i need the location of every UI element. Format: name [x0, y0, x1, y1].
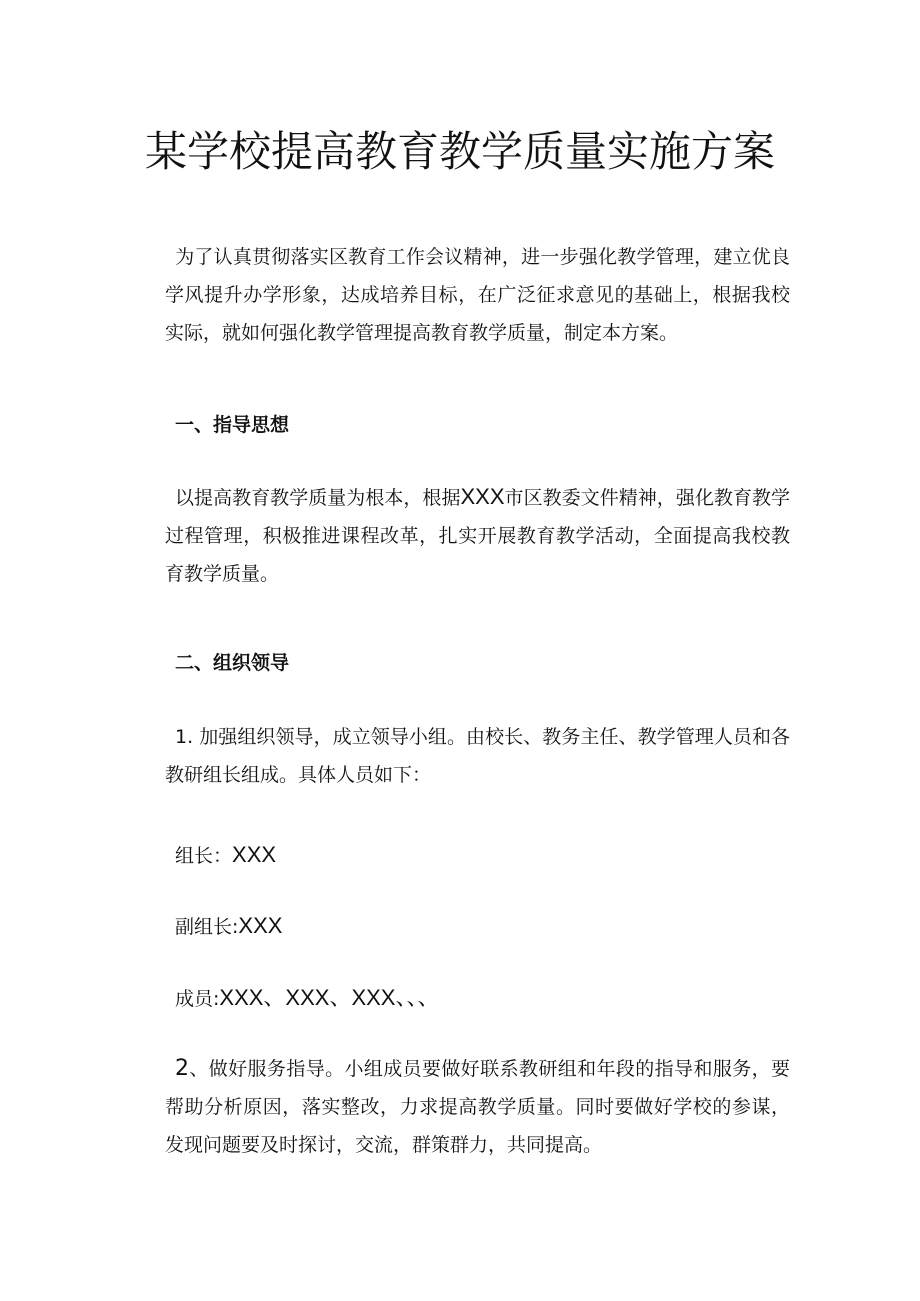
deputy-label: 副组长: — [175, 916, 239, 938]
intro-paragraph — [165, 238, 790, 352]
section2-item1-text: 1. 加强组织领导，成立领导小组。由校长、教务主任、教学管理人员和各教研组长组成。具体人员如下： — [165, 726, 790, 786]
members-value: XXX、XXX、XXX、、、 — [219, 985, 440, 1010]
section1-text-post: 市区教委文件精神，强化教育教学过程管理，积极推进课程改革，扎实开展教育教学活动，全面提高我校教育教学质量。 — [165, 487, 790, 585]
section2-item2-text: 、做好服务指导。小组成员要做好联系教研组和年段的指导和服务，要帮助分析原因，落实整改，力求提高教学质量。同时要做好学校的参谋，发现问题要及时探讨，交流，群策群力，共同提高。 — [165, 1058, 790, 1156]
deputy-leader-line — [175, 911, 282, 942]
section2-item1-paragraph — [165, 718, 790, 794]
leader-value: XXX — [232, 842, 277, 867]
leader-line — [175, 840, 276, 871]
section1-text-pre: 以提高教育教学质量为根本，根据 — [175, 487, 461, 509]
section2-item2-paragraph — [165, 1050, 790, 1164]
section1-text-xxx: XXX — [460, 484, 505, 509]
section2-item2-number: 2 — [175, 1056, 189, 1081]
document-title: 某学校提高教育教学质量实施方案 — [144, 127, 775, 176]
section1-paragraph — [165, 478, 790, 593]
intro-text: 为了认真贯彻落实区教育工作会议精神，进一步强化教学管理，建立优良学风提升办学形象，达成培养目标，在广泛征求意见的基础上，根据我校实际，就如何强化教学管理提高教育教学质量，制定本方案。 — [165, 246, 790, 344]
section-heading-guiding-ideology: 一、指导思想 — [175, 414, 290, 436]
members-label: 成员: — [175, 988, 220, 1010]
members-line — [175, 983, 439, 1014]
leader-label: 组长： — [175, 845, 233, 867]
deputy-value: XXX — [238, 913, 283, 938]
section-heading-organization: 二、组织领导 — [175, 652, 290, 674]
